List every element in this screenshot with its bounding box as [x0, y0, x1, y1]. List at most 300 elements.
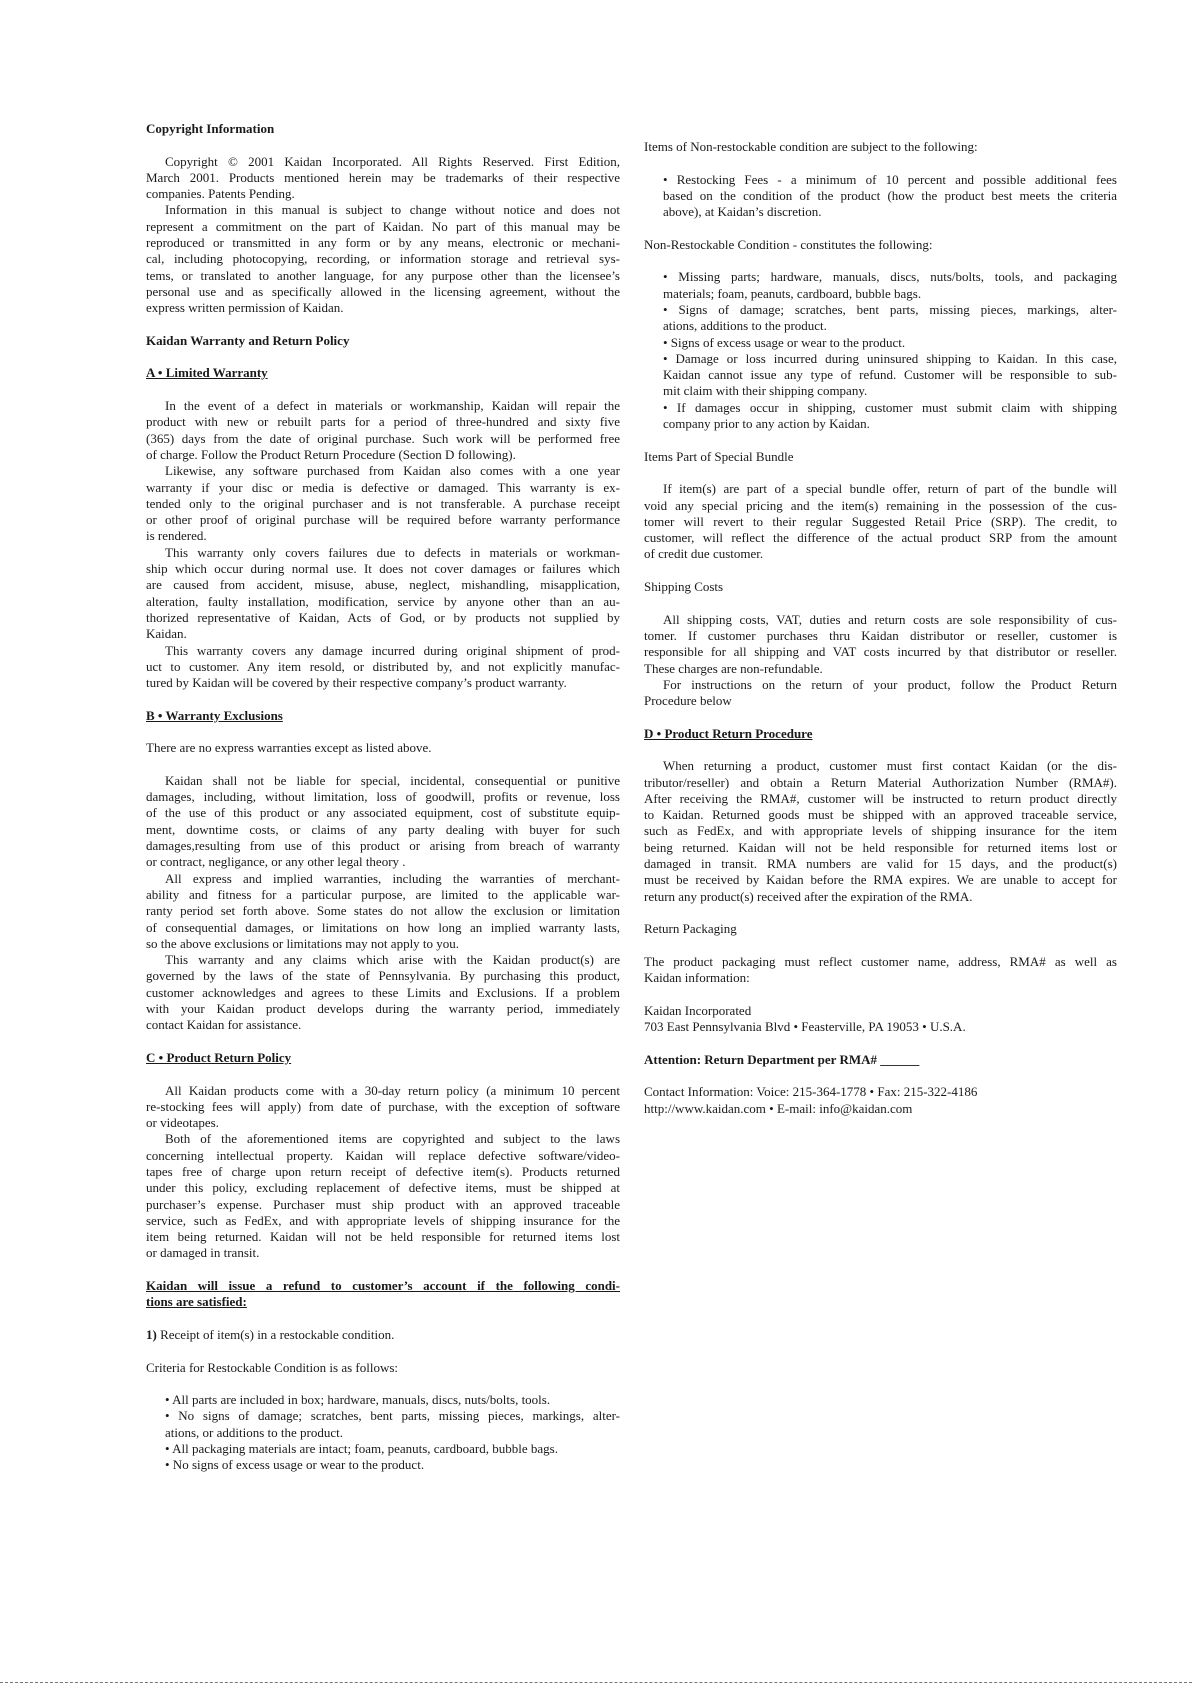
paragraph [146, 398, 620, 463]
line [644, 1101, 1117, 1117]
line [146, 463, 620, 479]
paragraph [146, 773, 620, 871]
text-block [644, 139, 1117, 155]
line [146, 512, 620, 528]
text-line: ship which occur during normal use. It does not cover damages or failures which [146, 561, 620, 577]
line [146, 1083, 620, 1099]
line [146, 773, 620, 789]
line [146, 398, 620, 414]
text-line: thorized representative of Kaidan, Acts of God, or by products not supplied by [146, 609, 620, 625]
line [644, 449, 1117, 465]
line [146, 496, 620, 512]
spacer [644, 563, 1117, 579]
text-line: tapes free of charge upon return receipt of defective item(s). Products returned [146, 1164, 620, 1179]
text-line: Both of the aforementioned items are copyrighted and subject to the laws [165, 1131, 620, 1147]
text-line: companies. Patents Pending. [146, 186, 295, 202]
line [644, 726, 1117, 742]
text-line: is rendered. [146, 528, 207, 544]
line [146, 1050, 620, 1066]
text-line: March 2001. Products mentioned herein may be trademarks of their respective [146, 169, 620, 185]
line [146, 643, 620, 659]
text-block [644, 1084, 1117, 1100]
spacer [146, 317, 620, 333]
text-block [644, 921, 1117, 937]
line [146, 1180, 620, 1196]
text-line: cal, including photocopying, recording, or information storage and retrieval sys- [146, 251, 620, 267]
left-column [146, 121, 620, 1474]
text-block [644, 954, 1117, 987]
section-heading [146, 121, 620, 137]
line [644, 889, 1117, 905]
spacer [146, 382, 620, 398]
line [663, 400, 1117, 416]
spacer [644, 220, 1117, 236]
line [644, 921, 1117, 937]
text-line: service, such as FedEx, and with appropriate levels of shipping insurance for the [146, 1212, 620, 1228]
line [663, 318, 1117, 334]
text-line: of the use of this product or any associated equipment, cost of substitute equip- [146, 805, 620, 821]
line [644, 661, 1117, 677]
text-line: C • Product Return Policy [146, 1049, 292, 1065]
line [146, 1245, 620, 1261]
list-item [663, 172, 1117, 221]
page-bottom-rule [0, 1682, 1192, 1683]
text-line: tomer. If customer purchases thru Kaidan distributor or reseller, customer is [644, 627, 1117, 643]
section-heading-underlined [146, 1278, 620, 1311]
text-line: purchaser’s expense. Purchaser must ship product with an approved traceable [146, 1196, 620, 1212]
line [663, 367, 1117, 383]
line [146, 854, 620, 870]
text-line: damaged in transit. RMA numbers are valid for 15 days, and the product(s) [644, 856, 1117, 872]
text-line: reproduced or transmitted in any form or by any means, electronic or mechani- [146, 235, 620, 251]
text-line: tributor/reseller) and obtain a Return Material Authorization Number (RMA#). [644, 774, 1117, 790]
paragraph [146, 1131, 620, 1261]
spacer [146, 349, 620, 365]
text-line: responsible for all shipping and VAT costs incurred by that distributor or reseller. [644, 644, 1117, 660]
text-line: • Missing parts; hardware, manuals, discs, nuts/bolts, tools, and packaging [663, 269, 1117, 285]
text-line: return any product(s) received after the expiration of the RMA. [644, 888, 973, 904]
text-line: This warranty covers any damage incurred during original shipment of prod- [165, 642, 620, 658]
text-line: or contract, negligance, or any other legal theory . [146, 854, 406, 870]
line [146, 952, 620, 968]
line [644, 693, 1117, 709]
line [644, 758, 1117, 774]
text-line: Kaidan information: [644, 970, 750, 986]
line [663, 383, 1117, 399]
text-line: For instructions on the return of your product, follow the Product Return [663, 676, 1117, 692]
text-line: There are no express warranties except as listed above. [146, 740, 432, 756]
text-line: 703 East Pennsylvania Blvd • Feasterville, PA 19053 • U.S.A. [644, 1019, 966, 1035]
paragraph [644, 758, 1117, 905]
line [663, 286, 1117, 302]
text-line: such as FedEx, and with appropriate levels of shipping insurance for the item [644, 823, 1117, 839]
text-line: Kaidan Incorporated [644, 1002, 752, 1018]
line [146, 414, 620, 430]
text-line: • Restocking Fees - a minimum of 10 percent and possible additional fees [663, 171, 1117, 187]
line [146, 268, 620, 284]
line [146, 480, 620, 496]
line [146, 300, 620, 316]
line [644, 498, 1117, 514]
bullet-list [146, 1392, 620, 1473]
text-line: must be received by Kaidan before the RMA expires. We are unable to accept for [644, 872, 1117, 888]
line [644, 139, 1117, 155]
line [146, 985, 620, 1001]
text-line: After receiving the RMA#, customer will be instructed to return product directly [644, 790, 1117, 806]
line [146, 920, 620, 936]
line [663, 188, 1117, 204]
paragraph [146, 202, 620, 316]
text-line: Kaidan will issue a refund to customer’s account if the following condi- [146, 1278, 620, 1294]
text-line: being returned. Kaidan will not be held responsible for returned items lost or [644, 839, 1117, 855]
text-line: • If damages occur in shipping, customer must submit claim with shipping [663, 399, 1117, 415]
line [644, 677, 1117, 693]
line [146, 1164, 620, 1180]
text-line: customer, will reflect the difference of the actual product SRP from the amount [644, 530, 1117, 546]
line [146, 1131, 620, 1147]
right-column [644, 139, 1117, 1117]
line [146, 838, 620, 854]
spacer [644, 986, 1117, 1002]
spacer [146, 137, 620, 153]
list-item [165, 1392, 620, 1408]
line [663, 269, 1117, 285]
text-line: mit claim with their shipping company. [663, 383, 868, 399]
section-heading-underlined [146, 365, 620, 381]
section-heading [644, 1052, 1117, 1068]
line [146, 1229, 620, 1245]
line [644, 1084, 1117, 1100]
line [146, 365, 620, 381]
line [146, 968, 620, 984]
line [146, 284, 620, 300]
text-line: Return Packaging [644, 921, 737, 937]
text-line: The product packaging must reflect customer name, address, RMA# as well as [644, 953, 1117, 969]
line [146, 1278, 620, 1294]
line [165, 1457, 620, 1473]
line [146, 822, 620, 838]
paragraph [146, 871, 620, 952]
text-line: • Damage or loss incurred during uninsured shipping to Kaidan. In this case, [663, 350, 1117, 366]
text-line: governed by the laws of the state of Pennsylvania. By purchasing this product, [146, 968, 620, 984]
text-block [644, 1003, 1117, 1019]
section-heading-underlined [146, 708, 620, 724]
spacer [146, 1376, 620, 1392]
text-line: • Signs of damage; scratches, bent parts, missing pieces, markings, alter- [663, 301, 1117, 317]
line [644, 954, 1117, 970]
text-line: B • Warranty Exclusions [146, 707, 283, 723]
text-line: customer acknowledges and agrees to these Limits and Exclusions. If a problem [146, 984, 620, 1000]
list-item [663, 400, 1117, 433]
line [146, 1001, 620, 1017]
line [146, 333, 620, 349]
line [165, 1408, 620, 1424]
line [146, 186, 620, 202]
text-line: Attention: Return Department per RMA# ______ [644, 1051, 920, 1067]
list-item [663, 335, 1117, 351]
text-line: Receipt of item(s) in a restockable condition. [160, 1326, 395, 1342]
text-line: ment, downtime costs, or claims of any party dealing with buyer for such [146, 821, 620, 837]
text-line: All shipping costs, VAT, duties and return costs are sole responsibility of cus- [663, 611, 1117, 627]
line [146, 431, 620, 447]
line [644, 237, 1117, 253]
text-line: represent a commitment on the part of Kaidan. No part of this manual may be [146, 218, 620, 234]
text-line: tems, or translated to another language, for any purpose other than the licensee’s [146, 267, 620, 283]
text-line: All express and implied warranties, including the warranties of merchant- [165, 870, 620, 886]
line [146, 871, 620, 887]
text-line: Kaidan. [146, 626, 187, 642]
list-number: 1) [146, 1326, 157, 1342]
bullet-list [644, 269, 1117, 432]
spacer [644, 742, 1117, 758]
line [644, 840, 1117, 856]
text-line: with your Kaidan product develops during the warranty period, immediately [146, 1001, 620, 1017]
line [146, 805, 620, 821]
line [146, 1148, 620, 1164]
text-line: Information in this manual is subject to change without notice and does not [165, 202, 620, 218]
text-line: When returning a product, customer must first contact Kaidan (or the dis- [663, 758, 1117, 774]
spacer [644, 465, 1117, 481]
section-heading-underlined [644, 726, 1117, 742]
text-line: uct to customer. Any item resold, or distributed by, and not explicitly manufac- [146, 658, 620, 674]
line [165, 1425, 620, 1441]
text-block [146, 1360, 620, 1376]
line [146, 903, 620, 919]
line [146, 936, 620, 952]
line [644, 872, 1117, 888]
text-line: are caused from accident, misuse, abuse, neglect, mishandling, misapplication, [146, 577, 620, 593]
text-line: All Kaidan products come with a 30-day return policy (a minimum 10 percent [165, 1082, 620, 1098]
text-line: above), at Kaidan’s discretion. [663, 204, 822, 220]
line [165, 1392, 620, 1408]
line [644, 481, 1117, 497]
text-block [644, 449, 1117, 465]
line [146, 1327, 620, 1343]
line [663, 172, 1117, 188]
text-line: D • Product Return Procedure [644, 725, 813, 741]
text-line: This warranty only covers failures due to defects in materials or workman- [165, 544, 620, 560]
text-line: Copyright Information [146, 121, 275, 136]
line [146, 789, 620, 805]
text-line: • All parts are included in box; hardware, manuals, discs, nuts/bolts, tools. [165, 1392, 551, 1408]
text-line: In the event of a defect in materials or workmanship, Kaidan will repair the [165, 398, 620, 414]
line [663, 335, 1117, 351]
line [644, 970, 1117, 986]
text-line: contact Kaidan for assistance. [146, 1017, 302, 1033]
text-line: ations, or additions to the product. [165, 1424, 344, 1440]
numbered-item [146, 1327, 620, 1343]
text-line: of charge. Follow the Product Return Procedure (Section D following). [146, 446, 516, 462]
text-line: or other proof of original purchase will be required before warranty performance [146, 512, 620, 528]
line [644, 807, 1117, 823]
text-line: alteration, faulty installation, modification, service by anyone other than an au- [146, 593, 620, 609]
line [146, 1360, 620, 1376]
text-line: Procedure below [644, 693, 732, 709]
line [146, 594, 620, 610]
line [146, 561, 620, 577]
text-line: void any special pricing and the item(s) remaining in the possession of the cus- [644, 497, 1117, 513]
text-line: tended only to the original purchaser and is not transferable. A purchase receipt [146, 495, 620, 511]
line [644, 1019, 1117, 1035]
bullet-list [644, 172, 1117, 221]
text-line: personal use and as specifically allowed in the licensing agreement, without the [146, 283, 620, 299]
line [663, 416, 1117, 432]
line [644, 530, 1117, 546]
text-block [146, 740, 620, 756]
text-line: Kaidan Warranty and Return Policy [146, 332, 350, 348]
line [146, 121, 620, 137]
text-line: If item(s) are part of a special bundle offer, return of part of the bundle will [663, 481, 1117, 497]
text-line: Copyright © 2001 Kaidan Incorporated. All Rights Reserved. First Edition, [165, 153, 620, 169]
line [146, 1213, 620, 1229]
text-line: item being returned. Kaidan will not be held responsible for returned items lost [146, 1229, 620, 1245]
spacer [146, 1034, 620, 1050]
text-line: • All packaging materials are intact; foam, peanuts, cardboard, bubble bags. [165, 1441, 558, 1457]
line [146, 708, 620, 724]
text-line: Items Part of Special Bundle [644, 448, 794, 464]
text-block [644, 579, 1117, 595]
section-heading-underlined [146, 1050, 620, 1066]
text-line: concerning intellectual property. Kaidan will replace defective software/video- [146, 1147, 620, 1163]
text-line: damages,resulting from use of this product or arising from breach of warranty [146, 838, 620, 854]
line [146, 659, 620, 675]
spacer [146, 724, 620, 740]
text-line: • No signs of damage; scratches, bent parts, missing pieces, markings, alter- [165, 1408, 620, 1424]
line [644, 1052, 1117, 1068]
text-line: ranty period set forth above. Some states do not allow the exclusion or limitation [146, 903, 620, 919]
text-line: Likewise, any software purchased from Kaidan also comes with a one year [165, 463, 620, 479]
list-item [165, 1457, 620, 1473]
paragraph [146, 1083, 620, 1132]
text-line: Shipping Costs [644, 579, 724, 595]
text-line: damages, including, without limitation, loss of goodwill, profits or revenue, loss [146, 789, 620, 805]
section-heading [146, 333, 620, 349]
text-line: so the above exclusions or limitations may not apply to you. [146, 935, 460, 951]
line [146, 528, 620, 544]
text-line: • No signs of excess usage or wear to the product. [165, 1457, 425, 1473]
line [644, 628, 1117, 644]
spacer [146, 757, 620, 773]
line [146, 1115, 620, 1131]
spacer [146, 1311, 620, 1327]
line [146, 675, 620, 691]
spacer [644, 1068, 1117, 1084]
text-line: This warranty and any claims which arise with the Kaidan product(s) are [165, 952, 620, 968]
line [146, 545, 620, 561]
line [663, 351, 1117, 367]
text-line: re-stocking fees will apply) from date of purchase, with the exception of software [146, 1098, 620, 1114]
line [146, 219, 620, 235]
text-line: based on the condition of the product (how the product best meets the criteria [663, 187, 1117, 203]
spacer [146, 1066, 620, 1082]
text-line: express written permission of Kaidan. [146, 300, 344, 316]
text-line: of consequential damages, or limitations on how long an implied warranty lasts, [146, 919, 620, 935]
text-line: or damaged in transit. [146, 1245, 260, 1261]
text-line: Non-Restockable Condition - constitutes the following: [644, 236, 933, 252]
line [663, 204, 1117, 220]
list-item [663, 302, 1117, 335]
line [146, 1197, 620, 1213]
text-line: Criteria for Restockable Condition is as follows: [146, 1359, 399, 1375]
line [644, 579, 1117, 595]
text-block [644, 1019, 1117, 1035]
line [146, 1294, 620, 1310]
line [644, 856, 1117, 872]
line [644, 612, 1117, 628]
list-item [663, 351, 1117, 400]
line [146, 1017, 620, 1033]
line [146, 1099, 620, 1115]
text-line: or videotapes. [146, 1115, 219, 1131]
text-line: Kaidan cannot issue any type of refund. Customer will be responsible to sub- [663, 367, 1117, 383]
text-line: tomer will revert to their regular Suggested Retail Price (SRP). The credit, to [644, 513, 1117, 529]
spacer [644, 432, 1117, 448]
line [644, 823, 1117, 839]
text-block [644, 1101, 1117, 1117]
line [644, 1003, 1117, 1019]
text-line: warranty if your disc or media is defective or damaged. This warranty is ex- [146, 479, 620, 495]
line [146, 577, 620, 593]
spacer [146, 1262, 620, 1278]
text-line: A • Limited Warranty [146, 365, 268, 381]
spacer [644, 938, 1117, 954]
paragraph [146, 154, 620, 203]
text-line: to Kaidan. Returned goods must be shipped with an approved traceable service, [644, 807, 1117, 823]
text-line: These charges are non-refundable. [644, 660, 823, 676]
line [146, 610, 620, 626]
paragraph [644, 677, 1117, 710]
text-line: product with new or rebuilt parts for a period of three-hundred and sixty five [146, 414, 620, 430]
text-line: materials; foam, peanuts, cardboard, bubble bags. [663, 285, 922, 301]
text-line: ability and fitness for a particular purpose, are limited to the applicable war- [146, 886, 620, 902]
line [165, 1441, 620, 1457]
line [146, 202, 620, 218]
text-block [644, 237, 1117, 253]
line [146, 887, 620, 903]
text-line: http://www.kaidan.com • E-mail: info@kaidan.com [644, 1100, 913, 1116]
list-item [663, 269, 1117, 302]
spacer [644, 709, 1117, 725]
line [644, 791, 1117, 807]
spacer [146, 1343, 620, 1359]
text-line: of credit due customer. [644, 546, 764, 562]
paragraph [644, 481, 1117, 562]
text-line: • Signs of excess usage or wear to the product. [663, 334, 906, 350]
paragraph [146, 463, 620, 544]
line [146, 447, 620, 463]
spacer [644, 595, 1117, 611]
line [146, 170, 620, 186]
line [644, 514, 1117, 530]
text-line: ations, additions to the product. [663, 318, 827, 334]
line [644, 546, 1117, 562]
line [146, 740, 620, 756]
line [663, 302, 1117, 318]
text-line: Contact Information: Voice: 215-364-1778 • Fax: 215-322-4186 [644, 1084, 978, 1100]
paragraph [146, 643, 620, 692]
list-item [165, 1408, 620, 1441]
paragraph [146, 952, 620, 1033]
line [146, 251, 620, 267]
paragraph [146, 545, 620, 643]
line [146, 235, 620, 251]
paragraph [644, 612, 1117, 677]
spacer [644, 155, 1117, 171]
text-line: (365) days from the date of original purchase. Such work will be performed free [146, 430, 620, 446]
list-item [165, 1441, 620, 1457]
text-line: company prior to any action by Kaidan. [663, 416, 870, 432]
spacer [146, 691, 620, 707]
